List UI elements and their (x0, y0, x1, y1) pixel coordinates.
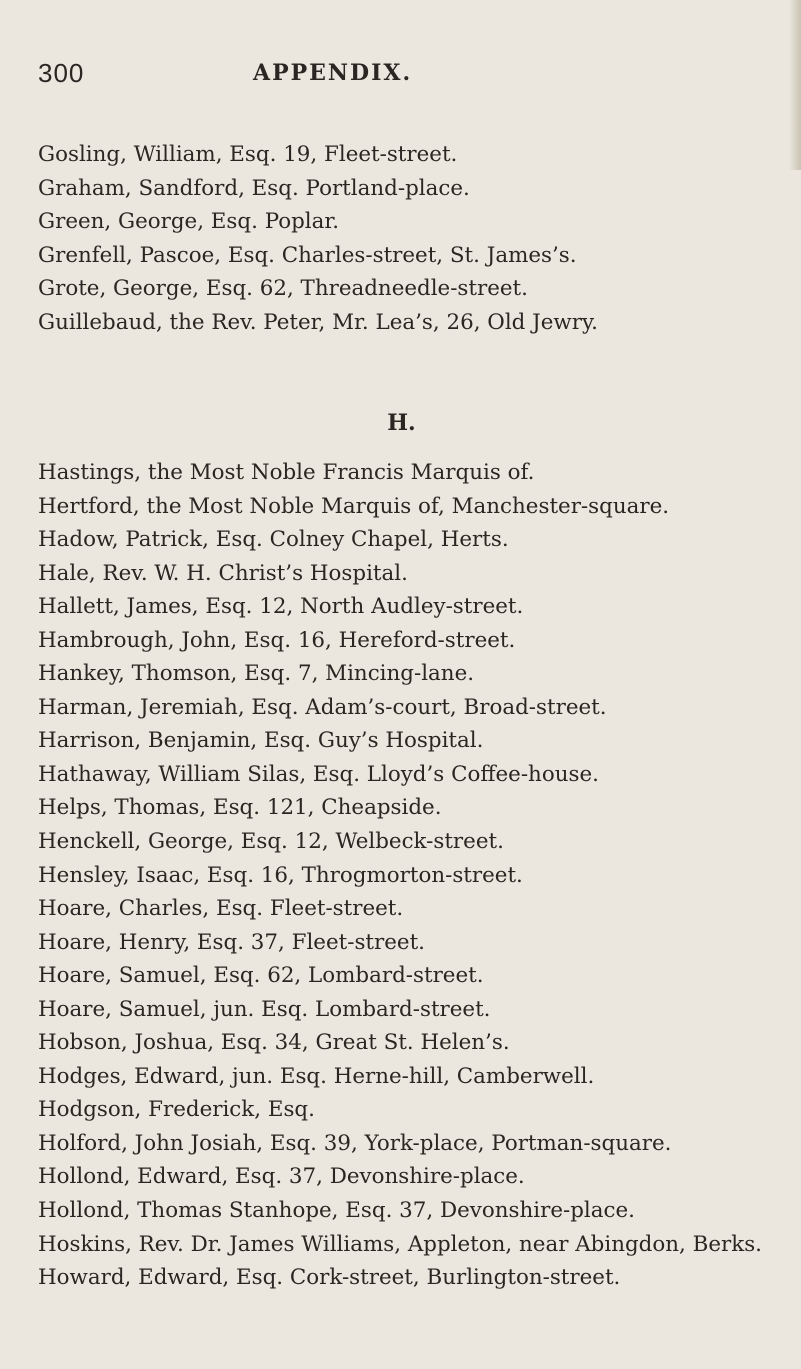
list-item: Hoare, Samuel, Esq. 62, Lombard-street. (38, 963, 484, 989)
list-item: Hathaway, William Silas, Esq. Lloyd’s Coffee-house. (38, 761, 599, 787)
list-item: Hadow, Patrick, Esq. Colney Chapel, Herts. (38, 527, 509, 553)
list-item: Hodgson, Frederick, Esq. (38, 1097, 315, 1123)
list-item: Harman, Jeremiah, Esq. Adam’s-court, Broad-street. (38, 694, 607, 720)
list-item: Green, George, Esq. Poplar. (38, 209, 340, 235)
list-item: Hallett, James, Esq. 12, North Audley-street. (38, 594, 524, 620)
list-item: Grote, George, Esq. 62, Threadneedle-street. (38, 276, 528, 302)
list-item: Hollond, Edward, Esq. 37, Devonshire-place. (38, 1164, 525, 1190)
list-item: Hoare, Henry, Esq. 37, Fleet-street. (38, 929, 425, 955)
list-item: Hoare, Samuel, jun. Esq. Lombard-street. (38, 996, 491, 1022)
list-item: Gosling, William, Esq. 19, Fleet-street. (38, 142, 458, 167)
subscriber-list-h (38, 456, 798, 1295)
running-head: APPENDIX. (253, 60, 413, 86)
list-item: Hoskins, Rev. Dr. James Williams, Appleton, near Abingdon, Berks. (38, 1231, 762, 1257)
list-item: Hale, Rev. W. H. Christ’s Hospital. (38, 560, 408, 586)
section-heading-h: H. (387, 410, 416, 436)
list-item: Harrison, Benjamin, Esq. Guy’s Hospital. (38, 728, 484, 754)
list-item: Hoare, Charles, Esq. Fleet-street. (38, 896, 404, 922)
list-item: Hankey, Thomson, Esq. 7, Mincing-lane. (38, 661, 475, 687)
page-header (0, 58, 801, 98)
page-number: 300 (38, 58, 85, 88)
list-item: Hodges, Edward, jun. Esq. Herne-hill, Camberwell. (38, 1063, 595, 1089)
list-item: Hertford, the Most Noble Marquis of, Manchester-square. (38, 493, 670, 519)
list-item: Hastings, the Most Noble Francis Marquis of. (38, 460, 535, 485)
list-item: Grenfell, Pascoe, Esq. Charles-street, St. James’s. (38, 242, 577, 268)
list-item: Guillebaud, the Rev. Peter, Mr. Lea’s, 26, Old Jewry. (38, 309, 598, 335)
list-item: Hensley, Isaac, Esq. 16, Throgmorton-street. (38, 862, 523, 888)
list-item: Helps, Thomas, Esq. 121, Cheapside. (38, 795, 442, 821)
list-item: Hambrough, John, Esq. 16, Hereford-street. (38, 627, 516, 653)
list-item: Holford, John Josiah, Esq. 39, York-place, Portman-square. (38, 1130, 672, 1156)
list-item: Howard, Edward, Esq. Cork-street, Burlington-street. (38, 1265, 621, 1291)
list-item: Hobson, Joshua, Esq. 34, Great St. Helen’s. (38, 1030, 510, 1056)
list-item: Graham, Sandford, Esq. Portland-place. (38, 175, 470, 201)
list-item: Hollond, Thomas Stanhope, Esq. 37, Devonshire-place. (38, 1198, 635, 1224)
list-item: Henckell, George, Esq. 12, Welbeck-street. (38, 829, 504, 855)
subscriber-list-g (38, 138, 798, 339)
